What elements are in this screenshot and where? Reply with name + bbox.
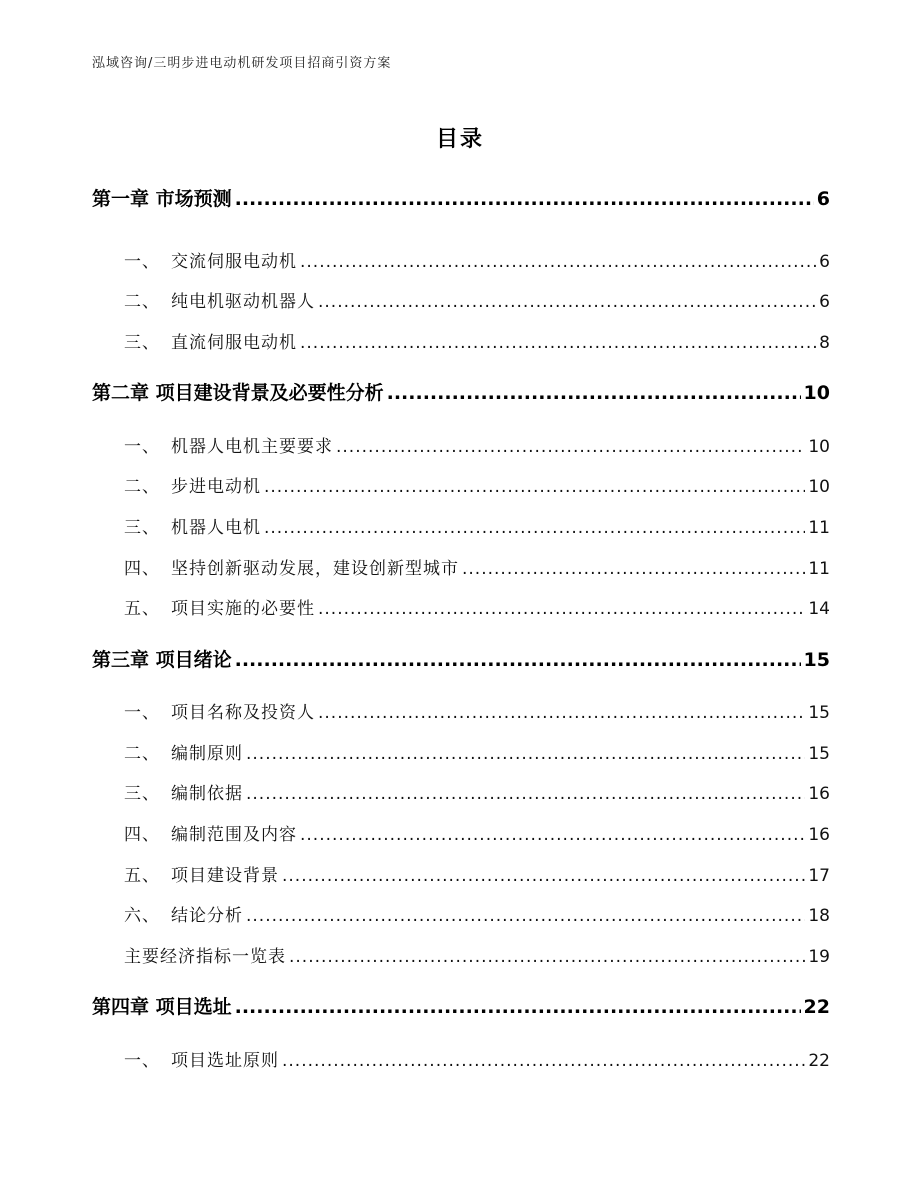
toc-entry-label: 编制原则 — [171, 744, 243, 764]
toc-page-number: 16 — [808, 825, 830, 845]
toc-chapter-4[interactable] — [92, 992, 830, 1019]
toc-dot-leader — [246, 784, 805, 804]
toc-entry-label: 编制范围及内容 — [171, 825, 297, 845]
toc-section[interactable] — [124, 247, 830, 272]
toc-entry-label: 第三章 项目绪论 — [92, 649, 232, 671]
toc-page-number: 8 — [819, 333, 830, 353]
toc-entry-label: 第一章 市场预测 — [92, 188, 232, 210]
toc-entry-label: 项目选址原则 — [171, 1051, 279, 1071]
toc-entry-label: 交流伺服电动机 — [171, 252, 297, 272]
toc-page-number: 6 — [819, 292, 830, 312]
toc-page-number: 18 — [808, 906, 830, 926]
toc-entry-label: 项目名称及投资人 — [171, 703, 315, 723]
toc-section-number: 五、 — [124, 599, 160, 619]
toc-page-number: 16 — [808, 784, 830, 804]
toc-section[interactable] — [124, 287, 830, 312]
toc-dot-leader — [289, 947, 805, 967]
toc-section[interactable] — [124, 432, 830, 457]
toc-page-number: 22 — [803, 996, 830, 1018]
toc-dot-leader — [235, 996, 801, 1018]
toc-entry-label: 步进电动机 — [171, 477, 261, 497]
running-header: 泓域咨询/三明步进电动机研发项目招商引资方案 — [92, 56, 392, 71]
toc-page-number: 10 — [808, 477, 830, 497]
toc-section[interactable] — [124, 698, 830, 723]
toc-section-number: 一、 — [124, 703, 160, 723]
toc-chapter-1[interactable] — [92, 184, 830, 211]
toc-section[interactable] — [124, 739, 830, 764]
toc-section[interactable] — [124, 820, 830, 845]
toc-section-number: 二、 — [124, 744, 160, 764]
toc-section-number: 一、 — [124, 252, 160, 272]
toc-page-number: 6 — [816, 188, 830, 210]
toc-entry-label: 机器人电机 — [171, 518, 261, 538]
toc-dot-leader — [318, 703, 805, 723]
toc-entry-label: 纯电机驱动机器人 — [171, 292, 315, 312]
toc-section-number: 一、 — [124, 1051, 160, 1071]
toc-section-number: 四、 — [124, 825, 160, 845]
toc-page-number: 15 — [808, 703, 830, 723]
toc-dot-leader — [235, 649, 801, 671]
toc-dot-leader — [300, 333, 816, 353]
toc-section-number: 二、 — [124, 477, 160, 497]
toc-dot-leader — [264, 518, 805, 538]
toc-page-number: 11 — [808, 559, 830, 579]
toc-dot-leader — [264, 477, 805, 497]
toc-section-number: 三、 — [124, 333, 160, 353]
toc-dot-leader — [300, 252, 816, 272]
toc-entry-label: 坚持创新驱动发展，建设创新型城市 — [171, 559, 459, 579]
toc-page-number: 17 — [808, 866, 830, 886]
toc-entry-label: 第四章 项目选址 — [92, 996, 232, 1018]
toc-dot-leader — [246, 744, 805, 764]
toc-page-number: 22 — [808, 1051, 830, 1071]
toc-page-number: 14 — [808, 599, 830, 619]
toc-dot-leader — [318, 292, 816, 312]
toc-section-number: 三、 — [124, 784, 160, 804]
toc-section[interactable] — [124, 779, 830, 804]
toc-dot-leader — [318, 599, 805, 619]
toc-page-number: 19 — [808, 947, 830, 967]
toc-entry-label: 直流伺服电动机 — [171, 333, 297, 353]
toc-entry-label: 结论分析 — [171, 906, 243, 926]
toc-section[interactable] — [124, 1046, 830, 1071]
toc-dot-leader — [387, 382, 801, 404]
toc-page-number: 6 — [819, 252, 830, 272]
toc-entry-label: 机器人电机主要要求 — [171, 437, 333, 457]
toc-section-number: 一、 — [124, 437, 160, 457]
toc-dot-leader — [282, 1051, 805, 1071]
toc-entry-label: 编制依据 — [171, 784, 243, 804]
toc-chapter-2[interactable] — [92, 378, 830, 405]
toc-dot-leader — [235, 188, 814, 210]
toc-entry-label: 第二章 项目建设背景及必要性分析 — [92, 382, 384, 404]
toc-dot-leader — [462, 559, 805, 579]
toc-section[interactable] — [124, 942, 830, 967]
toc-dot-leader — [282, 866, 805, 886]
toc-section[interactable] — [124, 861, 830, 886]
toc-section-number: 六、 — [124, 906, 160, 926]
toc-section-number: 三、 — [124, 518, 160, 538]
toc-page-number: 11 — [808, 518, 830, 538]
toc-section[interactable] — [124, 554, 830, 579]
toc-section[interactable] — [124, 594, 830, 619]
toc-entry-label: 项目实施的必要性 — [171, 599, 315, 619]
toc-page-number: 15 — [808, 744, 830, 764]
toc-section[interactable] — [124, 472, 830, 497]
page-title: 目录 — [435, 127, 484, 152]
toc-dot-leader — [246, 906, 805, 926]
toc-section[interactable] — [124, 328, 830, 353]
toc-section[interactable] — [124, 513, 830, 538]
toc-section-number: 五、 — [124, 866, 160, 886]
toc-entry-label: 主要经济指标一览表 — [124, 947, 286, 967]
toc-section-number: 二、 — [124, 292, 160, 312]
toc-page-number: 15 — [803, 649, 830, 671]
toc-dot-leader — [300, 825, 805, 845]
toc-chapter-3[interactable] — [92, 645, 830, 672]
toc-section[interactable] — [124, 901, 830, 926]
toc-dot-leader — [336, 437, 805, 457]
toc-entry-label: 项目建设背景 — [171, 866, 279, 886]
toc-page-number: 10 — [803, 382, 830, 404]
toc-section-number: 四、 — [124, 559, 160, 579]
toc-page-number: 10 — [808, 437, 830, 457]
